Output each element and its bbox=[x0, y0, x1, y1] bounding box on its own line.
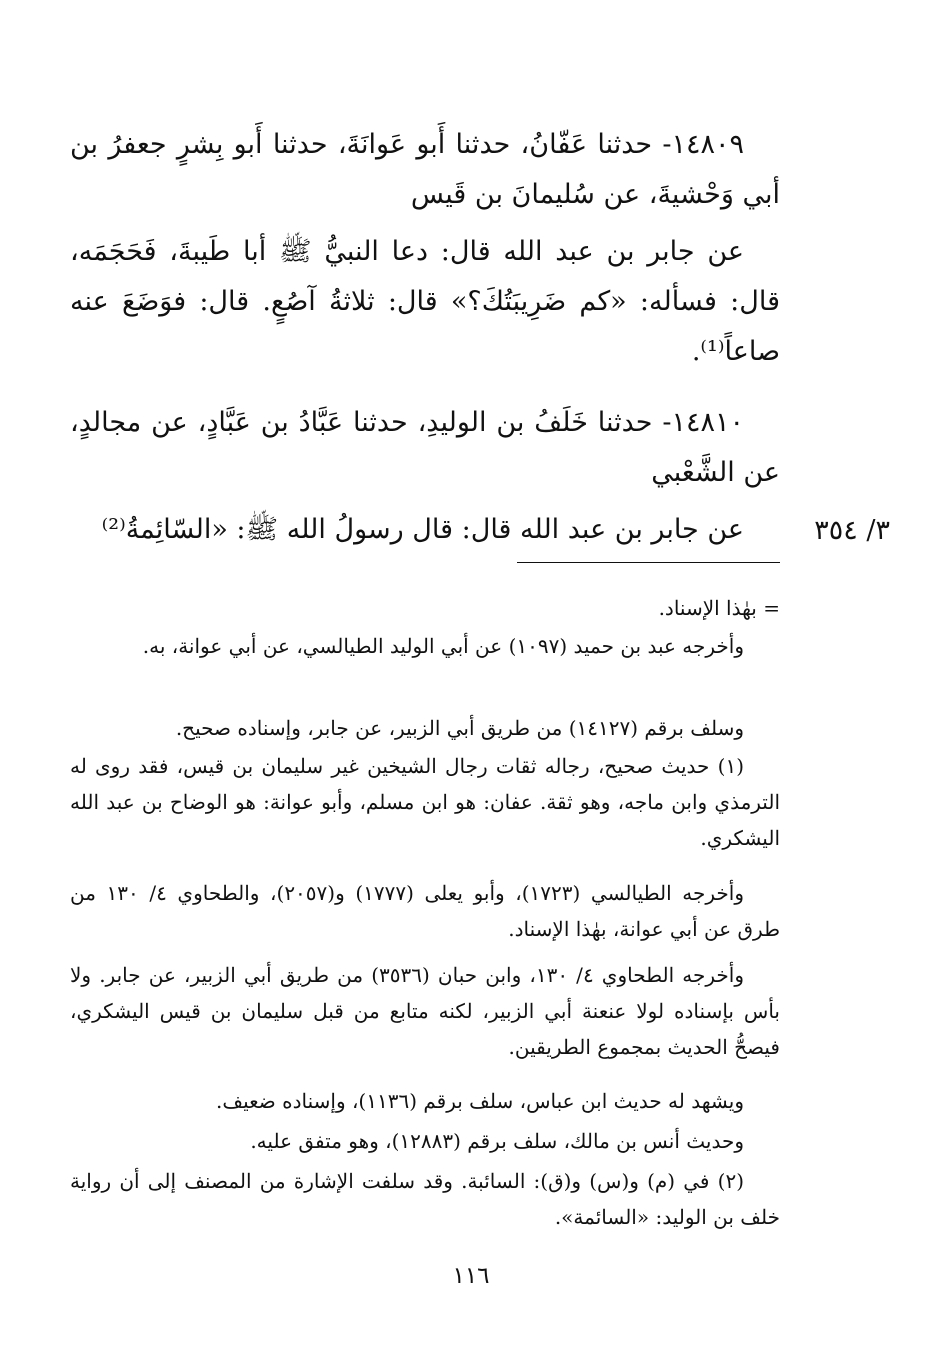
footnote-2 bbox=[70, 1163, 780, 1235]
footnote-text: وأخرجه عبد بن حميد (١٠٩٧) عن أبي الوليد الطيالسي، عن أبي عوانة، به. bbox=[142, 634, 744, 658]
footnote-text: وأخرجه الطيالسي (١٧٢٣)، وأبو يعلى (١٧٧٧) و(٢٠٥٧)، والطحاوي ٤/ ١٣٠ من طرق عن أبي عوانة، بهٰذا الإسناد. bbox=[70, 881, 780, 941]
footnote-paragraph bbox=[70, 710, 780, 746]
page-number: ١١٦ bbox=[452, 1263, 490, 1289]
footnote-paragraph bbox=[70, 875, 780, 947]
hadith-14810-isnad bbox=[70, 398, 780, 498]
footnote-paragraph bbox=[70, 628, 780, 664]
footnote-continuation: = بهٰذا الإسناد. bbox=[658, 596, 780, 620]
hadith-14809-matn-text: عن جابر بن عبد الله قال: دعا النبيُّ ﷺ أبا طَيبةَ، فَحَجَمَه، قال: فسأله: «كم ضَرِيبَتُكَ؟» قال: ثلاثةُ آصُعٍ. قال: فوَضَعَ عنه صاعاً⁽¹⁾. bbox=[70, 236, 780, 367]
footnote-paragraph bbox=[70, 1123, 780, 1159]
hadith-14809-isnad bbox=[70, 120, 780, 220]
hadith-14810-matn-text: عن جابر بن عبد الله قال: قال رسولُ الله ﷺ: «السّائِمةُ⁽²⁾ bbox=[101, 514, 744, 545]
footnote-text: (٢) في (م) و(س) و(ق): السائبة. وقد سلفت الإشارة من المصنف إلى أن رواية خلف بن الوليد: «السائمة». bbox=[70, 1169, 780, 1229]
footnote-paragraph bbox=[70, 1083, 780, 1119]
hadith-14810-isnad-text: ١٤٨١٠- حدثنا خَلَفُ بن الوليدِ، حدثنا عَبَّادُ بن عَبَّادٍ، عن مجالدٍ، عن الشَّعْبي bbox=[70, 407, 780, 488]
footnote-separator bbox=[517, 562, 780, 563]
hadith-14809-isnad-text: ١٤٨٠٩- حدثنا عَفّانُ، حدثنا أَبو عَوانَةَ، حدثنا أَبو بِشرٍ جعفرُ بن أبي وَحْشيةَ، عن سُليمانَ بن قَيس bbox=[70, 129, 780, 210]
footnote-1 bbox=[70, 748, 780, 856]
hadith-14810-matn bbox=[70, 505, 780, 555]
footnote-text: وسلف برقم (١٤١٢٧) من طريق أبي الزبير، عن جابر، وإسناده صحيح. bbox=[175, 716, 744, 740]
footnote-text: وأخرجه الطحاوي ٤/ ١٣٠، وابن حبان (٣٥٣٦) من طريق أبي الزبير، عن جابر. ولا بأس بإسناده لولا عنعنة أبي الزبير، لكنه متابع من قبل سليمان بن قيس اليشكري، فيصحُّ الحديث بمجموع الطريقين. bbox=[70, 963, 780, 1059]
footnote-text: وحديث أنس بن مالك، سلف برقم (١٢٨٨٣)، وهو متفق عليه. bbox=[250, 1129, 744, 1153]
margin-volume-page-ref: ٣/ ٣٥٤ bbox=[814, 515, 890, 546]
footnote-text: ويشهد له حديث ابن عباس، سلف برقم (١١٣٦)، وإسناده ضعيف. bbox=[216, 1089, 744, 1113]
footnote-text: (١) حديث صحيح، رجاله ثقات رجال الشيخين غير سليمان بن قيس، فقد روى له الترمذي وابن ماجه، وهو ثقة. عفان: هو ابن مسلم، وأبو عوانة: هو الوضاح بن عبد الله اليشكري. bbox=[70, 754, 780, 850]
hadith-14809-matn bbox=[70, 227, 780, 377]
footnote-paragraph bbox=[70, 957, 780, 1065]
